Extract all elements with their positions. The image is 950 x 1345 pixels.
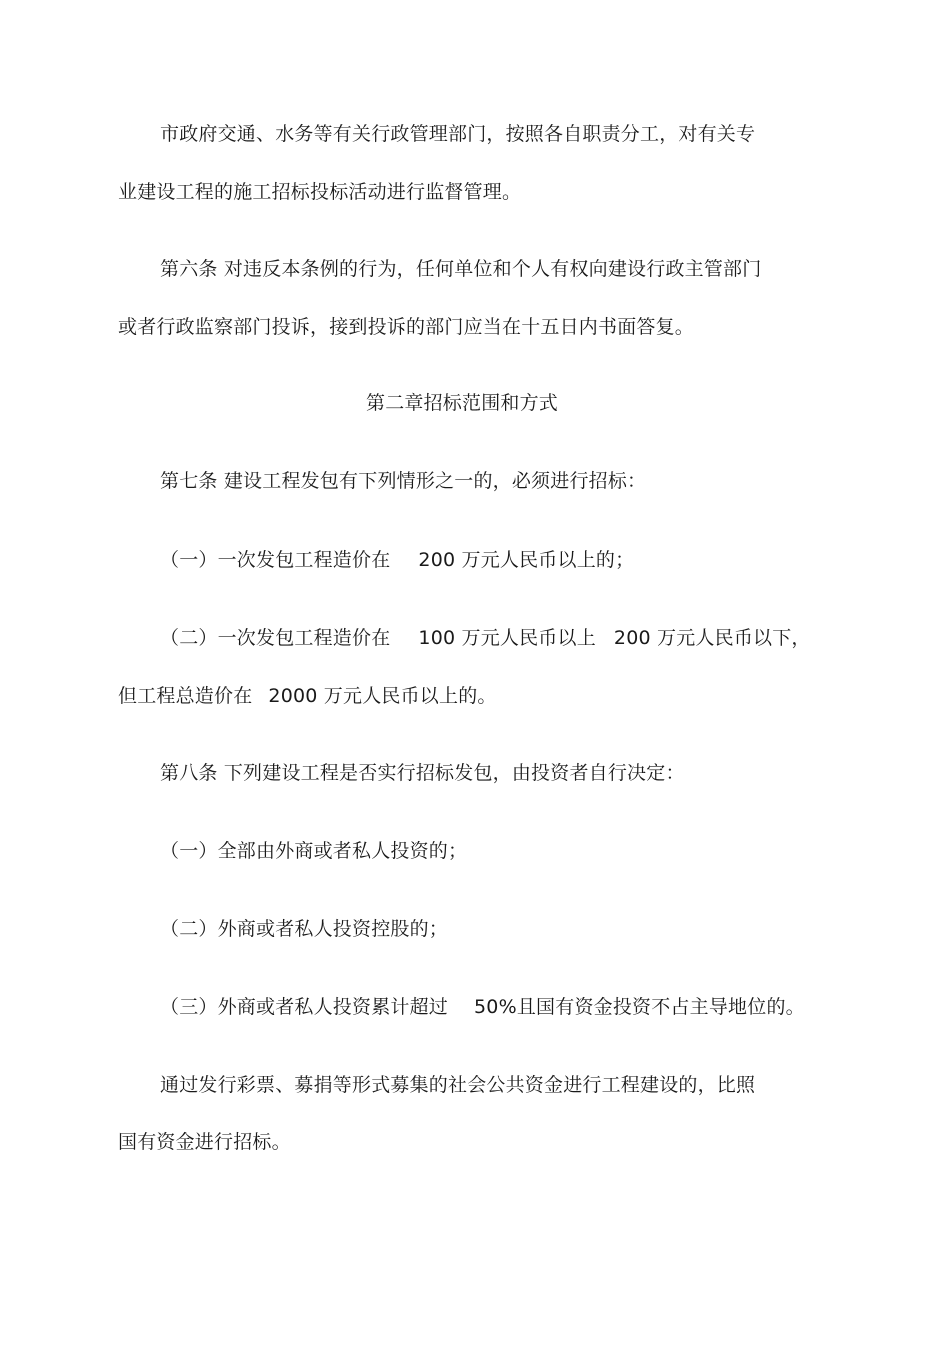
article-8-item-2: （二）外商或者私人投资控股的； (160, 918, 449, 940)
chapter-title: 第二章招标范围和方式 (366, 392, 559, 414)
paragraph-line: 国有资金进行招标。 (118, 1131, 291, 1153)
item-text: 但工程总造价在 (118, 685, 253, 707)
item-text: 200 万元人民币以下， (613, 627, 811, 649)
article-6-line: 第六条 对违反本条例的行为，任何单位和个人有权向建设行政主管部门 (160, 258, 762, 280)
item-text: （二）一次发包工程造价在 (160, 627, 391, 649)
item-text: 100 万元人民币以上 (418, 627, 596, 649)
article-6-line: 或者行政监察部门投诉，接到投诉的部门应当在十五日内书面答复。 (118, 316, 695, 338)
article-8-item-1: （一）全部由外商或者私人投资的； (160, 840, 468, 862)
article-7-item-2 (160, 626, 811, 650)
item-text: 200 万元人民币以上的； (418, 549, 635, 571)
item-text: 2000 万元人民币以上的。 (268, 685, 497, 707)
paragraph-line: 通过发行彩票、募捐等形式募集的社会公共资金进行工程建设的，比照 (160, 1074, 756, 1096)
item-text: 50%且国有资金投资不占主导地位的。 (474, 996, 805, 1018)
item-text: （一）一次发包工程造价在 (160, 549, 391, 571)
article-8-line: 第八条 下列建设工程是否实行招标发包，由投资者自行决定： (160, 762, 685, 784)
item-text: （三）外商或者私人投资累计超过 (160, 996, 449, 1018)
paragraph-line: 市政府交通、水务等有关行政管理部门，按照各自职责分工，对有关专 (160, 123, 756, 145)
article-7-item-1 (160, 548, 634, 572)
article-7-line: 第七条 建设工程发包有下列情形之一的，必须进行招标： (160, 470, 647, 492)
paragraph-line: 业建设工程的施工招标投标活动进行监督管理。 (118, 181, 522, 203)
article-7-item-2-cont (118, 684, 497, 708)
article-8-item-3 (160, 995, 805, 1019)
